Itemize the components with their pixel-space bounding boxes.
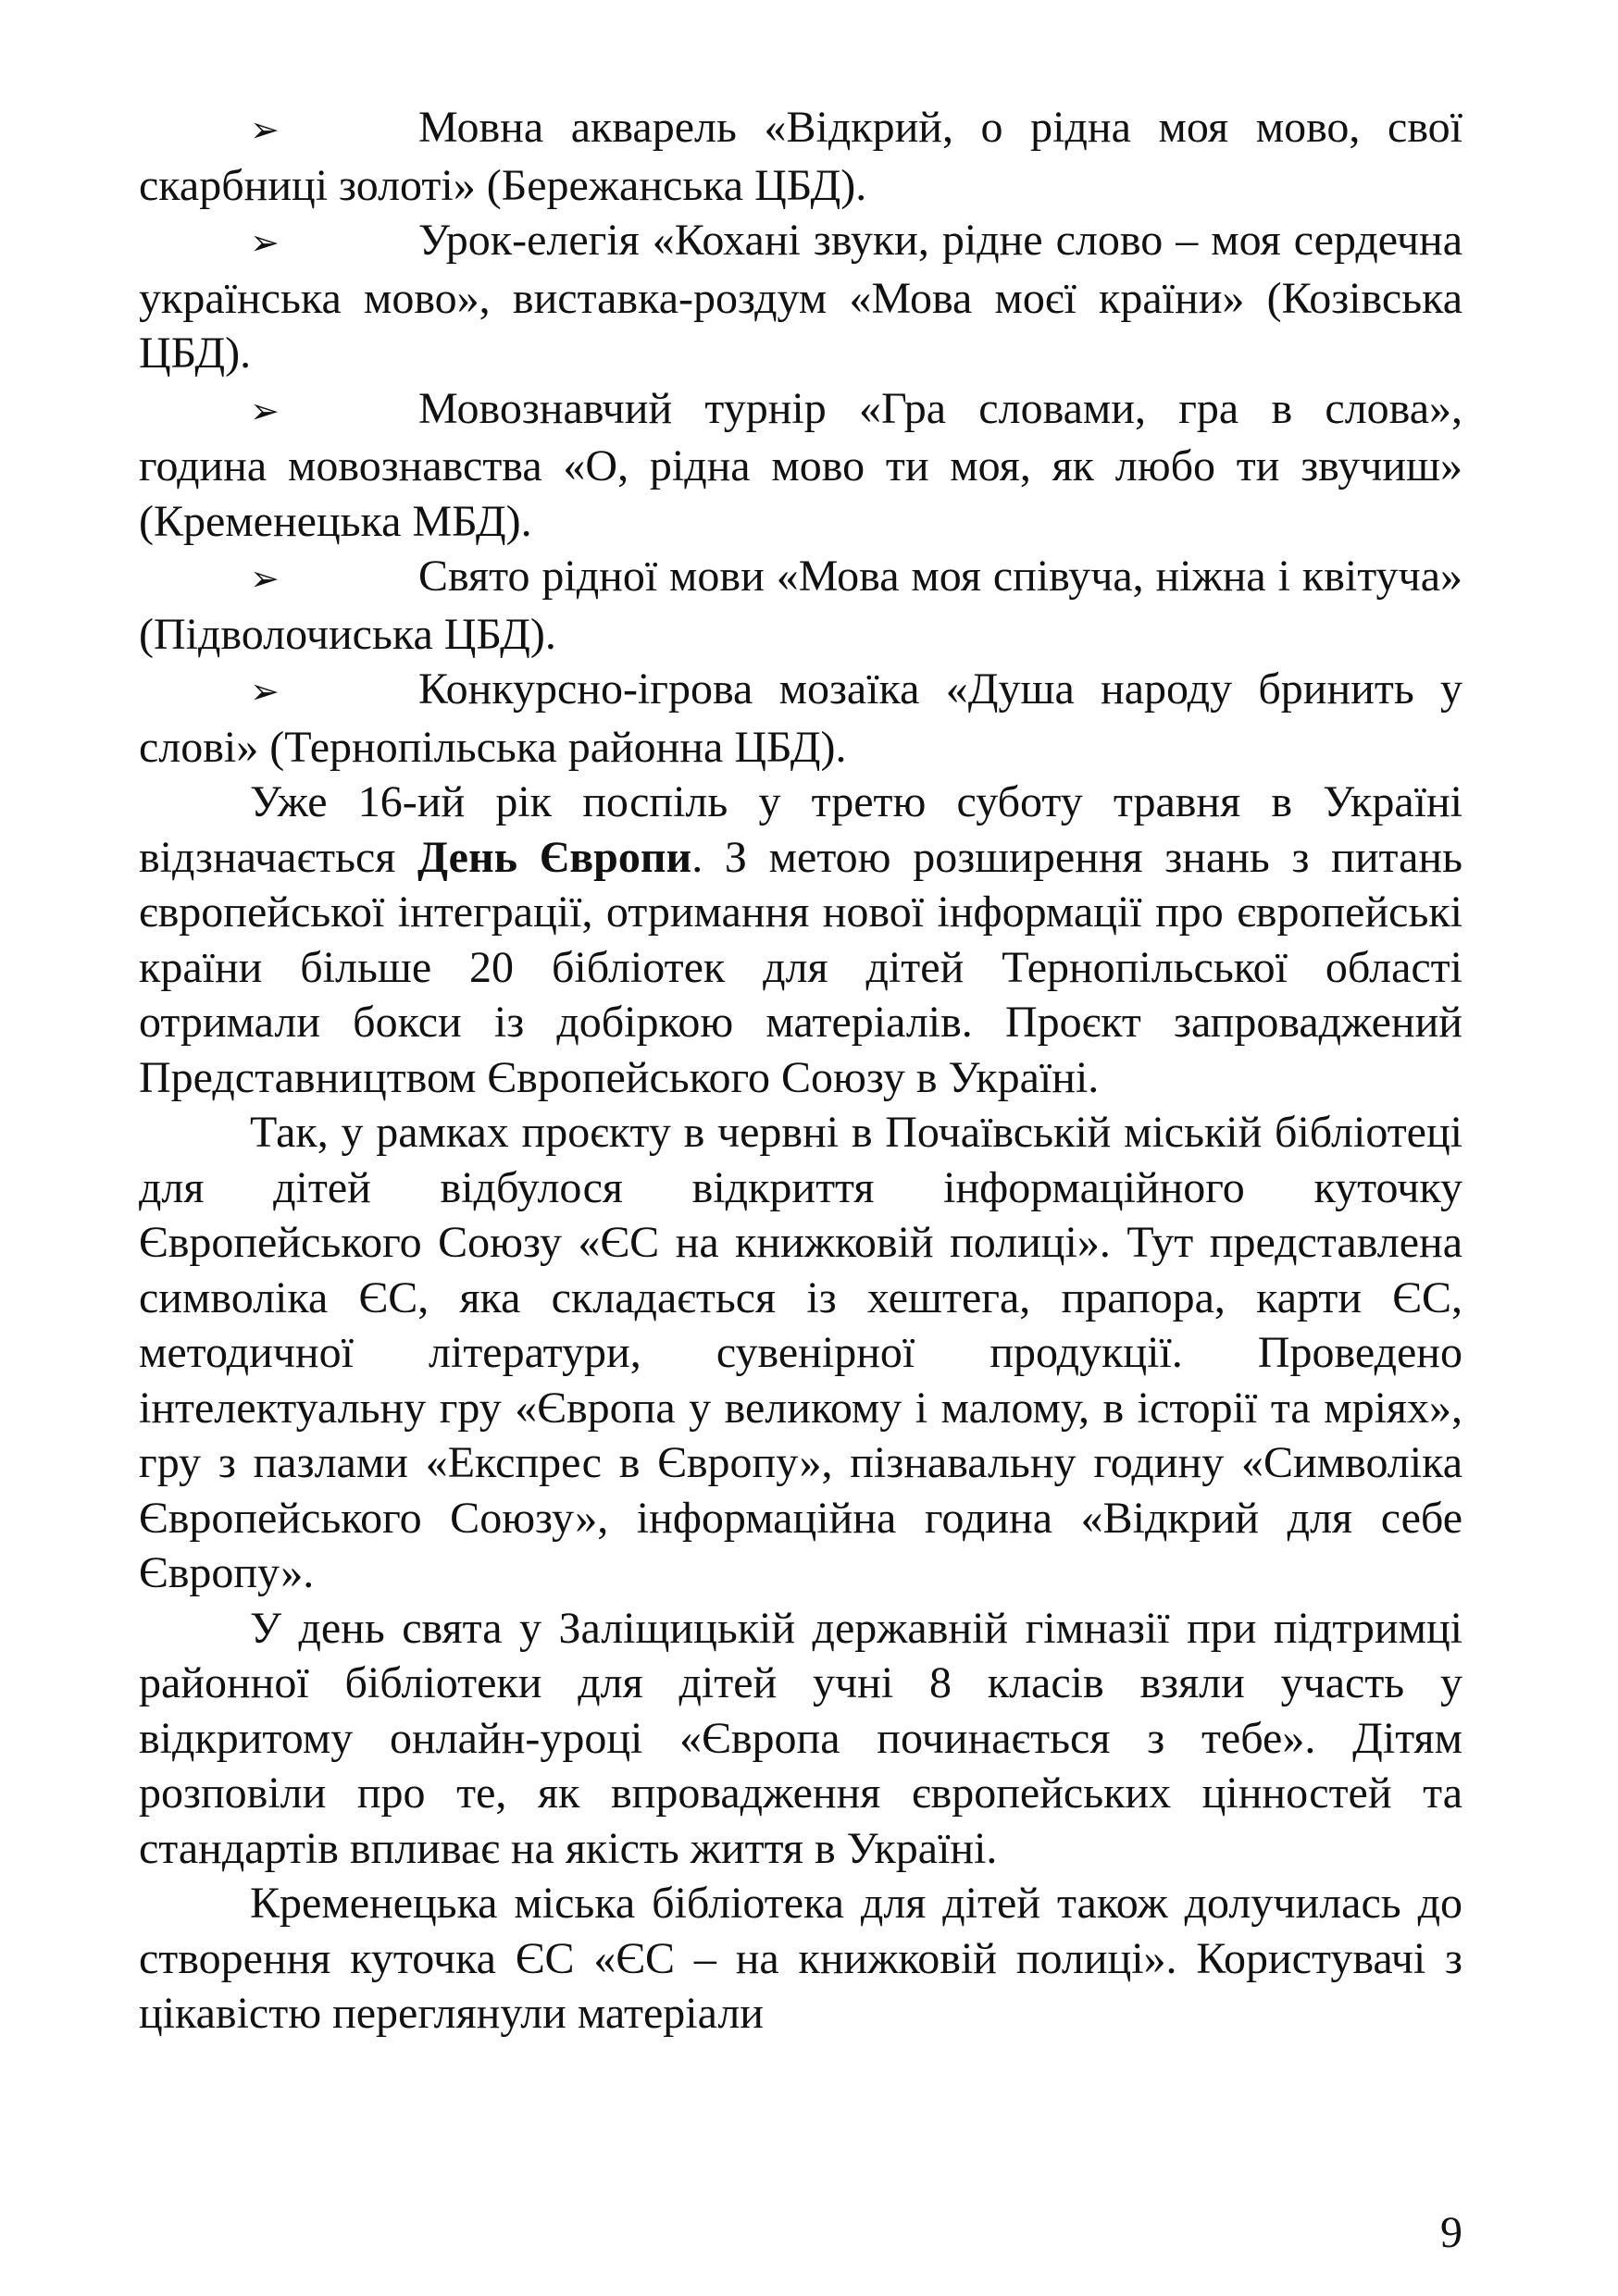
bullet-item [139,381,1462,550]
europe-day-bold-term: День Європи [417,832,692,882]
arrowhead-bullet-icon: ➢ [250,390,280,431]
bullet-item [139,662,1462,775]
arrowhead-bullet-icon: ➢ [250,558,280,599]
arrowhead-bullet-icon: ➢ [250,109,280,150]
bullet-text: Мовознавчий турнір «Гра словами, гра в слова», година мовознавства «О, рідна мово ти моя, як любо ти звучиш» (Кременецька МБД). [139,383,1462,546]
arrowhead-bullet-icon: ➢ [250,671,280,712]
bullet-item [139,549,1462,662]
bullet-text: Урок-елегія «Кохані звуки, рідне слово – моя сердечна українська мово», виставка-роздум «Мова моєї країни» (Козівська ЦБД). [139,216,1462,378]
paragraph: Так, у рамках проєкту в червні в Почаївській міській бібліотеці для дітей відбулося відкриття інформаційного куточку Європейського Союзу «ЄС на книжковій полиці». Тут представлена символіка ЄС, яка складається із хештега, прапора, карти ЄС, методичної літератури, сувенірної продукції. Проведено інтелектуальну гру «Європа у великому і малому, в історії та мріях», гру з пазлами «Експрес в Європу», пізнавальну годину «Символіка Європейського Союзу», інформаційна година «Відкрий для себе Європу». [139,1108,1462,1597]
paragraph: У день свята у Заліщицькій державній гімназії при підтримці районної бібліотеки для дітей учні 8 класів взяли участь у відкритому онлайн-уроці «Європа починається з тебе». Дітям розповіли про те, як впровадження європейських цінностей та стандартів впливає на якість життя в Україні. [139,1603,1462,1873]
bullet-item [139,213,1462,381]
bullet-item [139,100,1462,213]
paragraph-text: . З метою розширення знань з питань європейської інтеграції, отримання нової інформації про європейські країни більше 20 бібліотек для дітей Тернопільської області отримали бокси із добіркою матеріалів. Проєкт запроваджений Представництвом Європейського Союзу в Україні. [139,832,1463,1102]
page-number: 9 [1440,2208,1462,2257]
document-page [139,100,1462,2042]
paragraph: Кременецька міська бібліотека для дітей також долучилась до створення куточка ЄС «ЄС – на книжковій полиці». Користувачі з цікавістю переглянули матеріали [139,1879,1462,2038]
paragraph-text: Уже 16-ий рік поспіль у третю суботу травня в Україні відзначається [139,777,1462,882]
bullet-text: Мовна акварель «Відкрий, о рідна моя мово, свої скарбниці золоті» (Бережанська ЦБД). [139,103,1462,210]
paragraph-europe-day [139,775,1462,1105]
arrowhead-bullet-icon: ➢ [250,222,280,263]
bullet-text: Свято рідної мови «Мова моя співуча, ніжна і квітуча» (Підволочиська ЦБД). [139,552,1462,659]
bullet-text: Конкурсно-ігрова мозаїка «Душа народу бринить у слові» (Тернопільська районна ЦБД). [139,664,1462,772]
